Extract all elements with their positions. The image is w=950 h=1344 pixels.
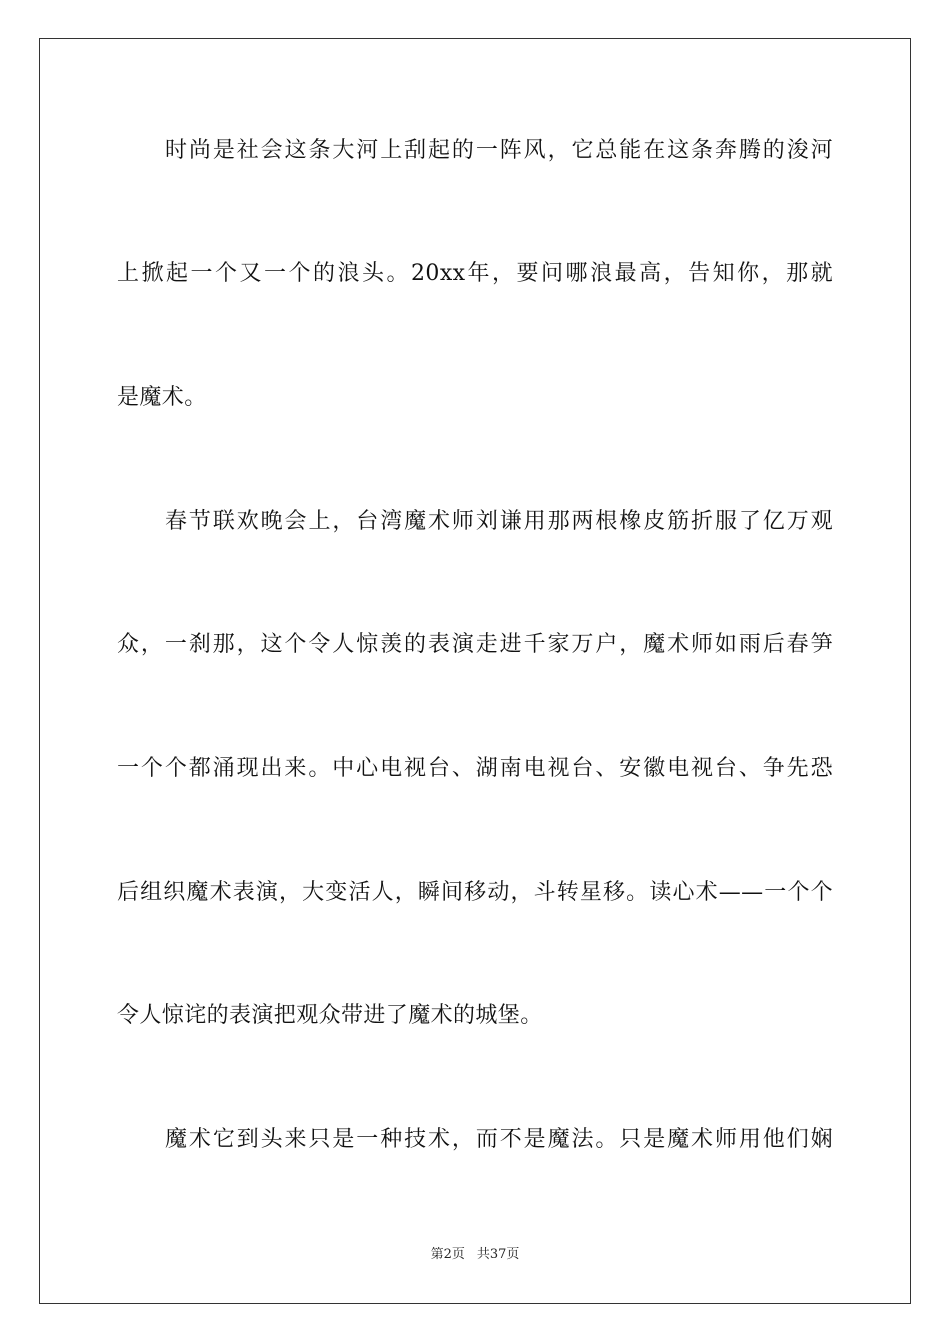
page-footer bbox=[0, 1246, 950, 1264]
paragraph-2-line-3: 一个个都涌现出来。中心电视台、湖南电视台、安徽电视台、争先恐 bbox=[117, 756, 833, 781]
paragraph-2-line-2: 众，一刹那，这个令人惊羡的表演走进千家万户，魔术师如雨后春笋 bbox=[117, 632, 833, 657]
paragraph-1-line-1: 时尚是社会这条大河上刮起的一阵风，它总能在这条奔腾的浚河 bbox=[165, 138, 833, 163]
paragraph-2-line-1: 春节联欢晚会上，台湾魔术师刘谦用那两根橡皮筋折服了亿万观 bbox=[165, 509, 833, 534]
paragraph-3-line-1: 魔术它到头来只是一种技术，而不是魔法。只是魔术师用他们娴 bbox=[165, 1127, 833, 1152]
page-number: 第2页 bbox=[430, 1247, 465, 1262]
page-total: 共37页 bbox=[476, 1247, 520, 1262]
paragraph-2-line-4: 后组织魔术表演，大变活人，瞬间移动，斗转星移。读心术——一个个 bbox=[117, 880, 833, 905]
paragraph-2-line-5: 令人惊诧的表演把观众带进了魔术的城堡。 bbox=[117, 1003, 543, 1028]
paragraph-1-line-2: 上掀起一个又一个的浪头。20xx年，要问哪浪最高，告知你，那就 bbox=[117, 261, 833, 286]
paragraph-1-line-3: 是魔术。 bbox=[117, 385, 207, 410]
page-frame bbox=[39, 38, 911, 1304]
